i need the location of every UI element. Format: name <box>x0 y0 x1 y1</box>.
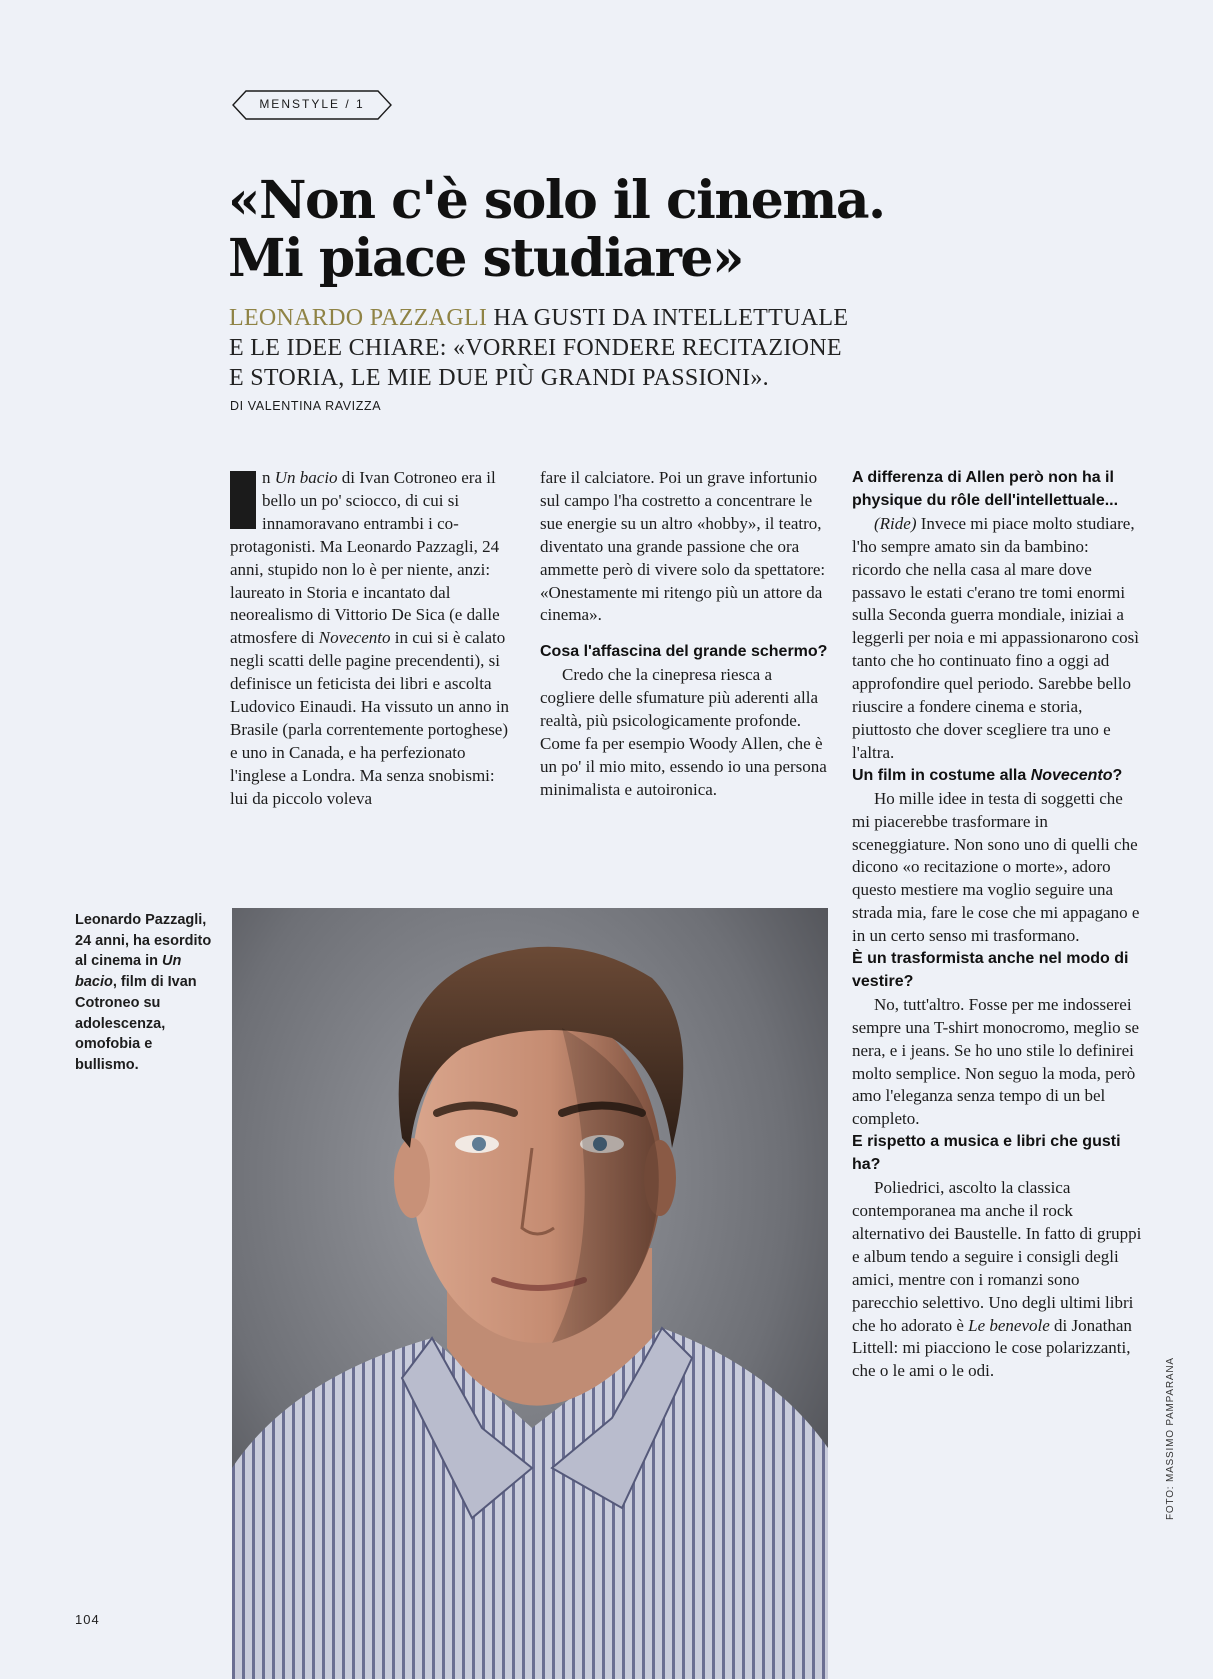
answer-2 <box>852 513 1142 765</box>
deck <box>229 303 949 393</box>
caption-text-1: Leonardo Pazzagli, 24 anni, ha esordito al cinema in <box>75 912 212 970</box>
answer-2-aside: (Ride) <box>874 513 917 533</box>
answer-5-book-title: Le benevole <box>968 1315 1050 1335</box>
dropcap: I <box>230 471 256 529</box>
byline: DI VALENTINA RAVIZZA <box>230 399 382 413</box>
answer-3: Ho mille idee in testa di soggetti che mi piacerebbe trasformare in sceneggiature. Non sono uno di quelli che dicono «o recitazione o morte», adoro questo mestiere ma voglio seguire una strada mia, fare le cose che mi appagano e in un certo senso mi trasformano. <box>852 788 1140 946</box>
deck-line-2: E LE IDEE CHIARE: «VORREI FONDERE RECITAZIONE <box>229 335 842 361</box>
article-column-2 <box>540 467 830 802</box>
answer-2-text: Invece mi piace molto studiare, l'ho sempre amato sin da bambino: ricordo che nella casa al mare dove passavo le estati c'erano tre tomi enormi sulla Seconda guerra mondiale, iniziai a leggerli per noia e mi appassionarono così tanto che ho continuato fino a oggi ad approfondire quel periodo. Sarebbe bello riuscire a fondere cinema e storia, piuttosto che dover scegliere tra uno e l'altra. <box>852 513 1140 762</box>
article-intro <box>230 467 516 811</box>
intro-novecento: Novecento <box>318 628 391 648</box>
intro-film-title: Un bacio <box>274 468 338 487</box>
question-3-suffix: ? <box>1112 766 1123 784</box>
question-3-prefix: Un film in costume alla <box>852 766 1031 784</box>
question-2: A differenza di Allen però non ha il physique du rôle dell'intellettuale... <box>852 469 1119 509</box>
headline-line-1: «Non c'è solo il cinema. <box>228 170 885 231</box>
question-4: È un trasformista anche nel modo di vestire? <box>852 950 1129 990</box>
question-5: E rispetto a musica e libri che gusti ha? <box>852 1133 1121 1174</box>
deck-line-3: E STORIA, LE MIE DUE PIÙ GRANDI PASSIONI». <box>229 365 769 391</box>
caption-text-2: , film di Ivan Cotroneo su adolescenza, omofobia e bullismo. <box>75 974 197 1073</box>
deck-line-1-rest: HA GUSTI DA INTELLETTUALE <box>487 305 849 331</box>
deck-subject-name: LEONARDO PAZZAGLI <box>229 305 488 331</box>
portrait-photo <box>232 908 828 1679</box>
answer-1: Credo che la cinepresa riesca a cogliere delle sfumature più aderenti alla realtà, più psicologicamente profonde. Come fa per esempio Woody Allen, che è un po' il mio mito, essendo io una persona minimalista e autoironica. <box>540 665 827 799</box>
question-1: Cosa l'affascina del grande schermo? <box>540 643 828 661</box>
article-column-1 <box>230 467 516 811</box>
question-3-title: Novecento <box>1030 766 1113 784</box>
answer-5 <box>852 1177 1142 1383</box>
section-tag-label: MENSTYLE / 1 <box>259 97 365 111</box>
portrait-illustration <box>232 908 828 1679</box>
deck-line-1 <box>229 303 949 333</box>
caption-film-title: Un bacio <box>75 953 182 991</box>
page-number: 104 <box>75 1612 100 1627</box>
intro-text-1: n <box>262 468 275 487</box>
headline-line-2: Mi piace studiare» <box>228 228 743 289</box>
photo-credit: FOTO: MASSIMO PAMPARANA <box>1165 1357 1176 1520</box>
answer-5-text-2: di Jonathan Littell: mi piacciono le cose polarizzanti, che o le ami o le odi. <box>852 1315 1132 1381</box>
question-3 <box>852 765 1142 788</box>
intro-continuation: fare il calciatore. Poi un grave infortunio sul campo l'ha costretto a concentrare le sue energie su un altro «hobby», il teatro, diventato una grande passione che ora ammette però di vivere solo da spettatore: «Onestamente mi ritengo più un attore da cinema». <box>540 468 826 625</box>
intro-text-3: in cui si è calato negli scatti delle pagine precendenti), si definisce un feticista dei libri e ascolta Ludovico Einaudi. Ha vissuto un anno in Brasile (parla correntemente portoghese) e uno in Canada, e ha perfezionato l'inglese a Londra. Ma senza snobismi: lui da piccolo voleva <box>230 628 510 808</box>
headline <box>228 172 988 288</box>
answer-5-text-1: Poliedrici, ascolto la classica contemporanea ma anche il rock alternativo dei Baustelle. In fatto di gruppi e album tendo a seguire i consigli degli amici, mentre con i romanzi sono parecchio selettivo. Uno degli ultimi libri che ho adorato è <box>852 1178 1142 1335</box>
answer-4: No, tutt'altro. Fosse per me indosserei sempre una T-shirt monocromo, meglio se nera, e i jeans. Se ho uno stile lo definirei molto semplice. Non seguo la moda, però amo l'eleganza senza tempo di un bel completo. <box>852 994 1140 1129</box>
section-tag <box>232 90 392 120</box>
article-column-3 <box>852 467 1142 1383</box>
photo-caption <box>75 910 215 1076</box>
intro-text-2: di Ivan Cotroneo era il bello un po' sciocco, di cui si innamoravano entrambi i co-protagonisti. Ma Leonardo Pazzagli, 24 anni, stupido non lo è per niente, anzi: laureato in Storia e incantato dal neorealismo di Vittorio De Sica (e dalle atmosfere di <box>230 468 500 648</box>
